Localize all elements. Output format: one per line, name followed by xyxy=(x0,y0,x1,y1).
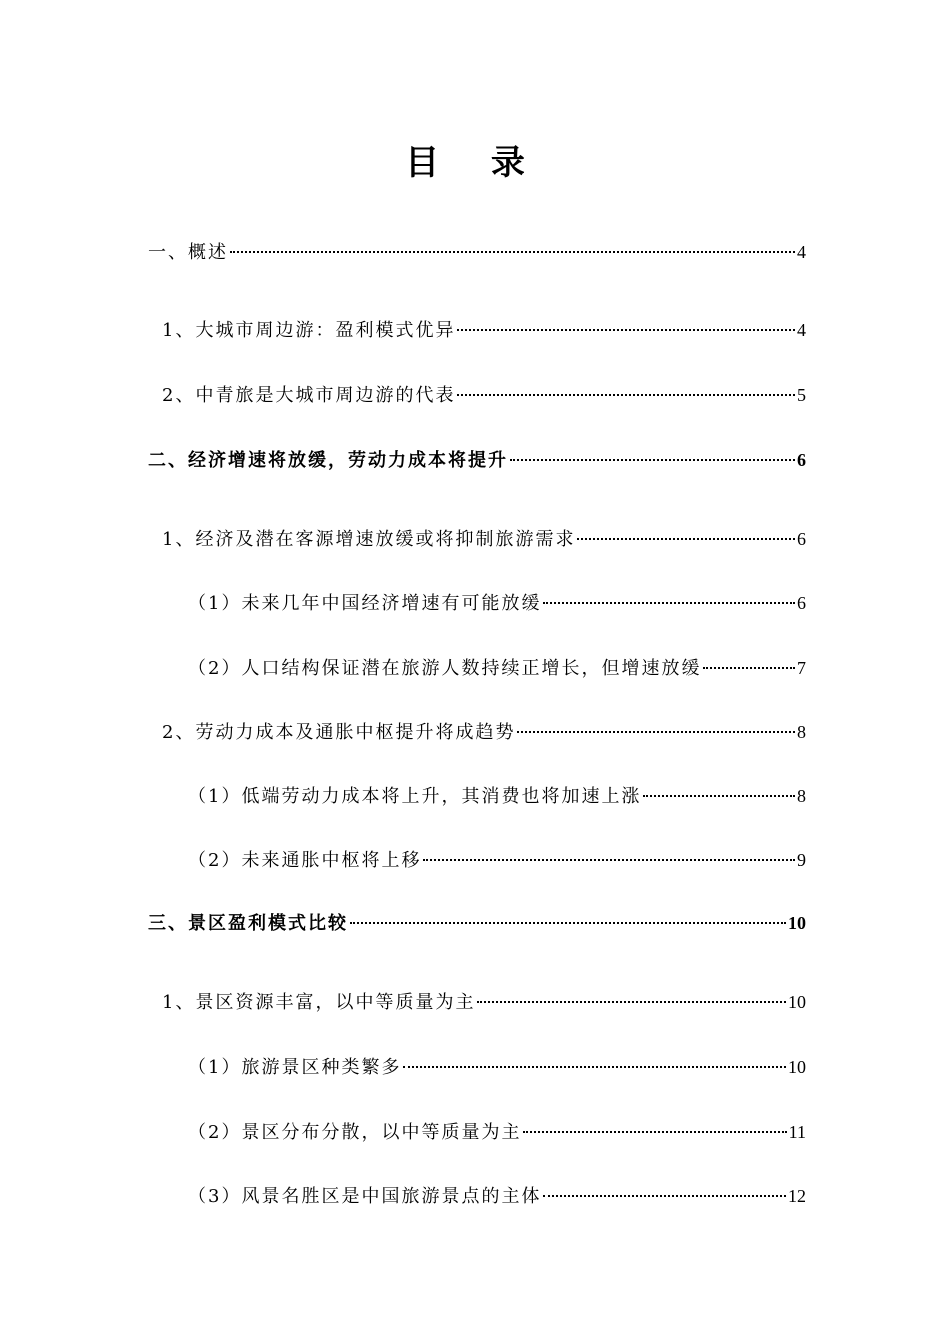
toc-page-number: 8 xyxy=(797,722,806,742)
toc-dot-leader xyxy=(703,667,795,669)
toc-page-number: 4 xyxy=(797,320,806,340)
toc-entry-label: 2、劳动力成本及通胀中枢提升将成趋势 xyxy=(162,722,516,743)
toc-entry-population-structure[interactable] xyxy=(188,654,806,682)
toc-entry-economy-slowdown[interactable] xyxy=(148,446,806,474)
toc-dot-leader xyxy=(543,602,795,604)
toc-entry-labor-cost[interactable] xyxy=(188,782,806,810)
toc-entry-scenic-distribution[interactable] xyxy=(188,1118,806,1146)
toc-page-number: 9 xyxy=(797,850,806,870)
toc-entry-label: （2）景区分布分散，以中等质量为主 xyxy=(188,1122,522,1143)
toc-entry-cyts-representative[interactable] xyxy=(162,381,806,409)
toc-page-number: 10 xyxy=(788,1057,806,1077)
toc-entry-scenic-resources[interactable] xyxy=(162,988,806,1016)
toc-dot-leader xyxy=(517,731,795,733)
toc-dot-leader xyxy=(477,1001,786,1003)
toc-dot-leader xyxy=(457,394,795,396)
toc-entry-label: 1、经济及潜在客源增速放缓或将抑制旅游需求 xyxy=(162,529,576,550)
toc-entry-economic-growth[interactable] xyxy=(188,589,806,617)
toc-entry-label: （1）旅游景区种类繁多 xyxy=(188,1057,402,1078)
toc-entry-city-tour-profit[interactable] xyxy=(162,316,806,344)
toc-page-number: 8 xyxy=(797,786,806,806)
toc-dot-leader xyxy=(523,1131,786,1133)
toc-entry-labor-inflation[interactable] xyxy=(162,718,806,746)
toc-entry-label: （3）风景名胜区是中国旅游景点的主体 xyxy=(188,1186,542,1207)
toc-dot-leader xyxy=(543,1195,786,1197)
toc-page-number: 7 xyxy=(797,658,806,678)
toc-page-number: 6 xyxy=(797,450,806,470)
toc-entry-label: （2）人口结构保证潜在旅游人数持续正增长，但增速放缓 xyxy=(188,658,702,679)
toc-entry-inflation-center[interactable] xyxy=(188,846,806,874)
toc-page-number: 6 xyxy=(797,529,806,549)
toc-entry-scenic-areas-main[interactable] xyxy=(188,1182,806,1210)
toc-entry-label: （1）未来几年中国经济增速有可能放缓 xyxy=(188,593,542,614)
toc-dot-leader xyxy=(457,329,795,331)
toc-entry-overview[interactable] xyxy=(148,238,806,266)
page-title: 目 录 xyxy=(405,143,545,183)
toc-page-number: 11 xyxy=(788,1122,806,1142)
toc-page-number: 10 xyxy=(788,992,806,1012)
toc-page-number: 10 xyxy=(788,913,806,933)
toc-dot-leader xyxy=(510,459,795,461)
toc-entry-label: （1）低端劳动力成本将上升，其消费也将加速上涨 xyxy=(188,786,642,807)
toc-entry-label: 三、景区盈利模式比较 xyxy=(148,913,348,934)
toc-entry-label: 一、概述 xyxy=(148,242,228,263)
toc-entry-label: 1、景区资源丰富，以中等质量为主 xyxy=(162,992,476,1013)
toc-entry-tourism-demand[interactable] xyxy=(162,525,806,553)
toc-entry-label: 二、经济增速将放缓，劳动力成本将提升 xyxy=(148,450,508,471)
toc-entry-scenic-types[interactable] xyxy=(188,1053,806,1081)
toc-dot-leader xyxy=(423,859,795,861)
toc-entry-label: （2）未来通胀中枢将上移 xyxy=(188,850,422,871)
toc-dot-leader xyxy=(403,1066,786,1068)
toc-dot-leader xyxy=(577,538,795,540)
toc-page-number: 12 xyxy=(788,1186,806,1206)
toc-entry-label: 1、大城市周边游：盈利模式优异 xyxy=(162,320,456,341)
toc-dot-leader xyxy=(350,922,786,924)
toc-page-number: 4 xyxy=(797,242,806,262)
toc-entry-scenic-profit-models[interactable] xyxy=(148,909,806,937)
toc-page-number: 5 xyxy=(797,385,806,405)
toc-entry-label: 2、中青旅是大城市周边游的代表 xyxy=(162,385,456,406)
toc-dot-leader xyxy=(643,795,795,797)
toc-page-number: 6 xyxy=(797,593,806,613)
toc-dot-leader xyxy=(230,251,795,253)
